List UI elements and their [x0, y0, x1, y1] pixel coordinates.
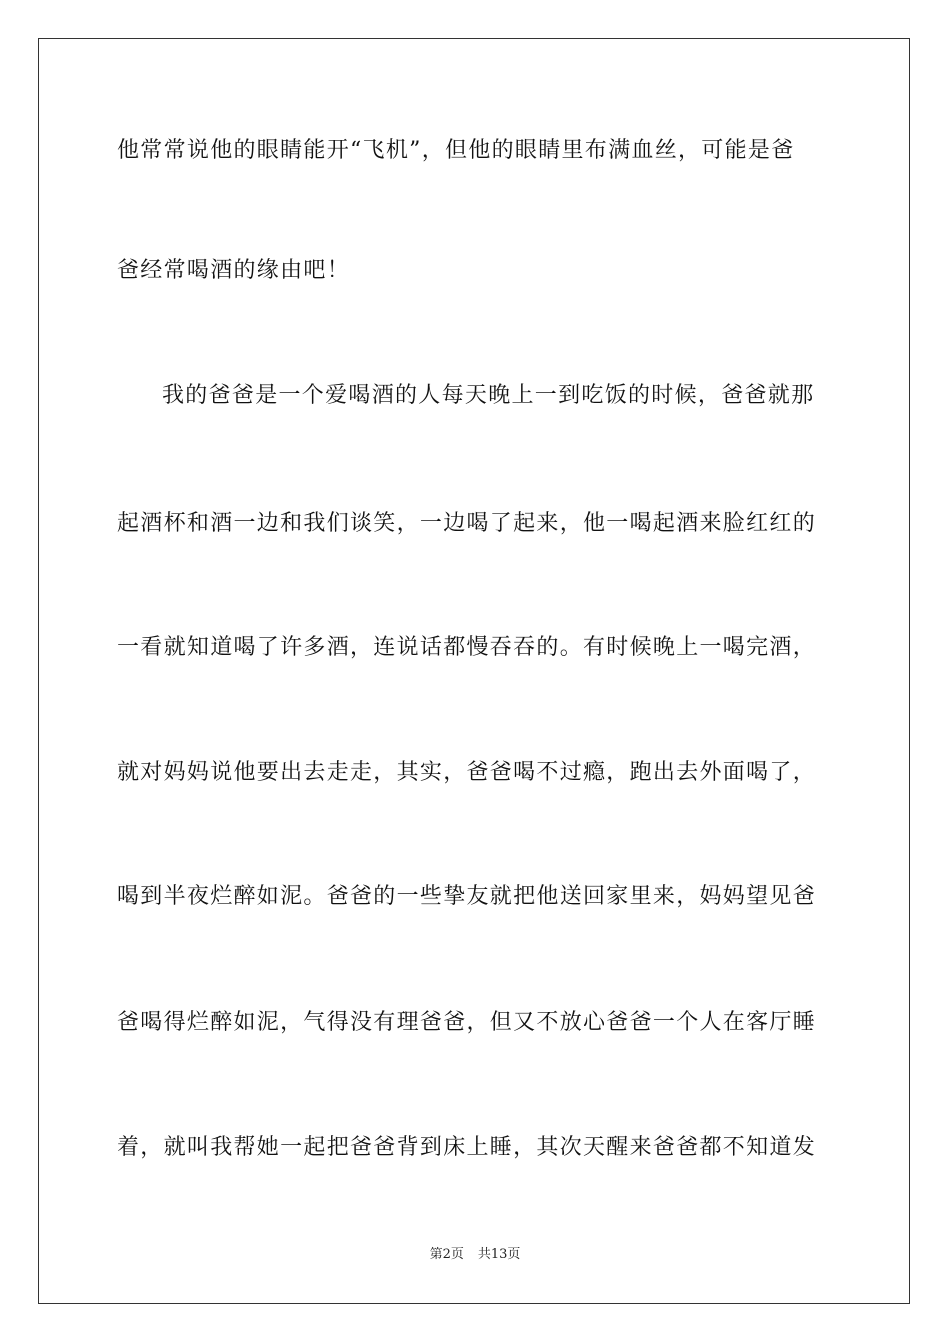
text-line-7: 喝到半夜烂醉如泥。爸爸的一些挚友就把他送回家里来，妈妈望见爸	[117, 884, 817, 909]
text-line-8: 爸喝得烂醉如泥，气得没有理爸爸，但又不放心爸爸一个人在客厅睡	[117, 1010, 817, 1035]
page-total: 共13页	[477, 1247, 521, 1262]
text-line-6: 就对妈妈说他要出去走走，其实，爸爸喝不过瘾，跑出去外面喝了，	[117, 760, 817, 785]
text-line-9: 着，就叫我帮她一起把爸爸背到床上睡，其次天醒来爸爸都不知道发	[117, 1135, 817, 1160]
text-line-4: 起酒杯和酒一边和我们谈笑，一边喝了起来，他一喝起酒来脸红红的	[117, 511, 817, 536]
page-border	[38, 38, 910, 1304]
text-line-2: 爸经常喝酒的缘由吧！	[117, 258, 351, 283]
page-footer	[0, 1246, 950, 1264]
text-line-3: 我的爸爸是一个爱喝酒的人每天晚上一到吃饭的时候，爸爸就那	[162, 383, 815, 408]
page-number: 第2页	[429, 1247, 464, 1262]
text-line-5: 一看就知道喝了许多酒，连说话都慢吞吞的。有时候晚上一喝完酒，	[117, 635, 817, 660]
text-line-1: 他常常说他的眼睛能开“飞机”，但他的眼睛里布满血丝，可能是爸	[117, 138, 795, 163]
